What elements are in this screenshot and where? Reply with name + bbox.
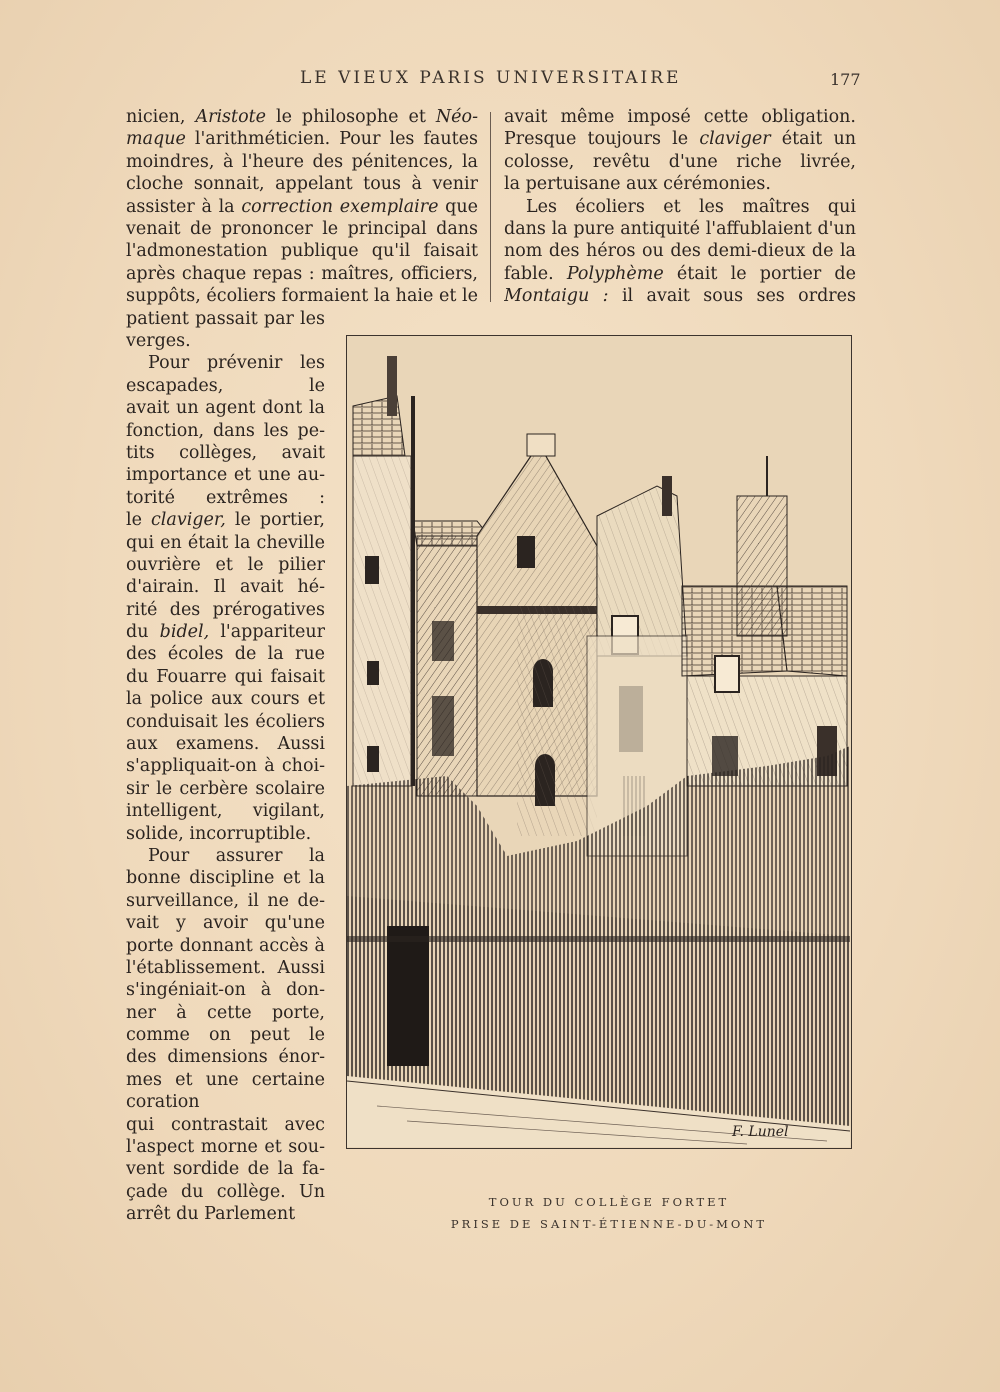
narrow-line: l'aspect morne et sou- xyxy=(126,1137,325,1158)
narrow-line: Pour prévenir les xyxy=(148,353,325,374)
right-column-top xyxy=(504,106,856,308)
narrow-line: çade du collège. Un xyxy=(126,1181,325,1202)
narrow-line: aux examens. Aussi xyxy=(126,734,325,755)
narrow-line: du Fouarre qui faisait xyxy=(126,666,325,687)
narrow-line: du bidel, l'appariteur xyxy=(126,622,325,643)
narrow-line: importance et une au- xyxy=(126,465,325,486)
narrow-line: porte donnant accès à xyxy=(126,935,325,956)
narrow-line: escapades, le xyxy=(126,375,325,396)
central-gabled-house xyxy=(413,434,597,836)
figure-caption-subtitle: PRISE DE SAINT-ÉTIENNE-DU-MONT xyxy=(450,1217,768,1231)
narrow-line: qui contrastait avec xyxy=(126,1114,325,1135)
right-top-line: la pertuisane aux cérémonies. xyxy=(504,174,771,195)
left-column-top xyxy=(126,106,478,308)
left-top-line: maque l'arithméticien. Pour les fautes xyxy=(126,129,478,150)
narrow-line: surveillance, il ne de- xyxy=(126,890,325,911)
left-top-line: après chaque repas : maîtres, officiers, xyxy=(126,263,478,284)
right-top-line: colosse, revêtu d'une riche livrée, xyxy=(504,151,856,172)
narrow-line: l'établissement. Aussi xyxy=(126,957,325,978)
narrow-line: conduisait les écoliers xyxy=(126,711,325,732)
left-top-line: suppôts, écoliers formaient la haie et le xyxy=(126,286,478,307)
narrow-line: verges. xyxy=(126,330,191,351)
left-top-line: venait de prononcer le principal dans xyxy=(126,218,478,239)
narrow-line: solide, incorruptible. xyxy=(126,823,312,844)
narrow-line: vait y avoir qu'une xyxy=(126,913,325,934)
narrow-line: patient passait par les xyxy=(126,308,325,329)
narrow-line: rité des prérogatives xyxy=(126,599,325,620)
narrow-line: des écoles de la rue xyxy=(126,644,325,665)
narrow-line: qui en était la cheville xyxy=(126,532,325,553)
narrow-line: avait un agent dont la xyxy=(126,398,325,419)
narrow-line: ner à cette porte, xyxy=(126,1002,325,1023)
college-fortet-illustration xyxy=(347,336,850,1147)
left-top-line: assister à la correction exemplaire que xyxy=(126,196,478,217)
right-top-line: dans la pure antiquité l'affublaient d'un xyxy=(504,218,856,239)
narrow-line: coration xyxy=(126,1092,200,1113)
narrow-line: des dimensions énor- xyxy=(126,1047,325,1068)
running-title: LE VIEUX PARIS UNIVERSITAIRE xyxy=(300,68,682,88)
narrow-line: la police aux cours et xyxy=(126,689,325,710)
right-top-line: Montaigu : il avait sous ses ordres xyxy=(504,286,856,307)
figure-caption-title: TOUR DU COLLÈGE FORTET xyxy=(488,1195,730,1209)
narrow-line: fonction, dans les pe- xyxy=(126,420,325,441)
left-top-line: cloche sonnait, appelant tous à venir xyxy=(126,174,478,195)
right-top-line: avait même imposé cette obligation. xyxy=(504,107,856,127)
engraving-figure xyxy=(346,335,852,1149)
narrow-line: bonne discipline et la xyxy=(126,868,325,889)
left-top-line: nicien, Aristote le philosophe et Néo- xyxy=(126,107,478,127)
engraver-signature: F. Lunel xyxy=(732,1124,789,1140)
column-rule xyxy=(490,112,491,302)
narrow-line: vent sordide de la fa- xyxy=(126,1159,325,1180)
narrow-line: tits collèges, avait xyxy=(126,442,325,463)
narrow-line: le claviger, le portier, xyxy=(126,510,325,531)
narrow-line: intelligent, vigilant, xyxy=(126,801,325,822)
narrow-line: s'ingéniait-on à don- xyxy=(126,980,325,1001)
left-tower xyxy=(353,356,415,786)
left-narrow-column xyxy=(126,308,325,1226)
narrow-line: s'appliquait-on à choi- xyxy=(126,756,325,777)
left-top-line: l'admonestation publique qu'il faisait xyxy=(126,241,478,262)
right-top-line: Les écoliers et les maîtres qui xyxy=(526,196,856,217)
narrow-line: mes et une certaine xyxy=(126,1069,325,1090)
narrow-line: ouvrière et le pilier xyxy=(126,554,325,575)
narrow-line: arrêt du Parlement xyxy=(126,1204,296,1225)
page-number: 177 xyxy=(830,70,861,89)
narrow-line: sir le cerbère scolaire xyxy=(126,778,325,799)
right-top-line: Presque toujours le claviger était un xyxy=(504,129,856,150)
narrow-line: comme on peut le xyxy=(126,1025,325,1046)
left-top-line: moindres, à l'heure des pénitences, la xyxy=(126,151,478,172)
right-top-line: nom des héros ou des demi-dieux de la xyxy=(504,241,856,262)
right-top-line: fable. Polyphème était le portier de xyxy=(504,263,856,284)
narrow-line: d'airain. Il avait hé- xyxy=(126,577,325,598)
narrow-line: torité extrêmes : xyxy=(126,487,325,508)
narrow-line: Pour assurer la xyxy=(148,845,325,866)
